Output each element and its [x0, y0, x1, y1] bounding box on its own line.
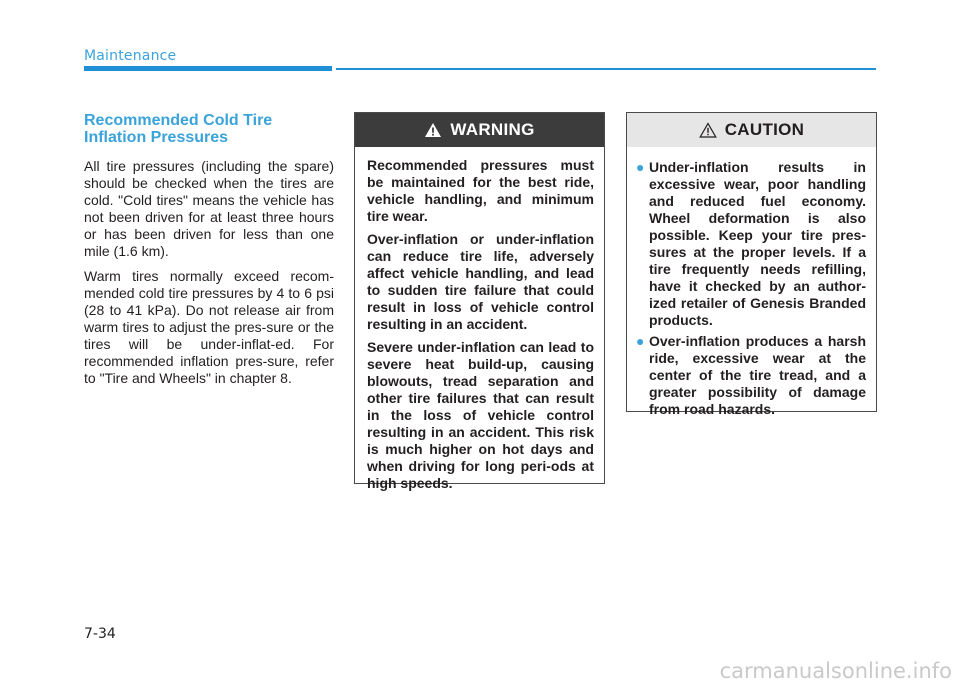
- warning-body: [355, 147, 604, 492]
- caution-triangle-icon: [699, 122, 717, 138]
- section-label: Maintenance: [84, 48, 177, 64]
- bullet-icon: ●: [636, 333, 645, 349]
- page-number: 7-34: [84, 626, 116, 642]
- caution-header: [627, 113, 876, 147]
- warning-paragraph: Over-inflation or under-inflation can reduce tire life, adversely affect vehicle handling, and lead to sudden tire failure that could result in loss of vehicle control resulting in an accident.: [367, 231, 594, 332]
- header-rule-thin: [336, 68, 876, 70]
- header-rule-thick: [84, 66, 332, 71]
- caution-item: [636, 159, 866, 329]
- warning-paragraph: Severe under-inflation can lead to severe heat build-up, causing blowouts, tread separation and other tire failures that can result in the loss of vehicle control resulting in an accident. This risk is much higher on hot days and when driving for long peri-ods at high speeds.: [367, 339, 594, 491]
- caution-item-text: Over-inflation produces a harsh ride, excessive wear at the center of the tire tread, and a greater possibility of damage from road hazards.: [649, 333, 866, 417]
- warning-header: [355, 113, 604, 147]
- caution-list: [636, 159, 866, 418]
- bullet-icon: ●: [636, 159, 645, 175]
- warning-box: [354, 112, 605, 491]
- body-paragraph: Warm tires normally exceed recom-mended cold tire pressures by 4 to 6 psi (28 to 41 kPa). Do not release air from warm tires to adjust the pres-sure or the tires will be under-inflat-ed. For recommended inflation pres-sure, refer to "Tire and Wheels" in chapter 8.: [84, 268, 334, 386]
- warning-paragraph: Recommended pressures must be maintained for the best ride, vehicle handling, and minimum tire wear.: [367, 157, 594, 224]
- caution-title: CAUTION: [724, 120, 805, 139]
- main-column: [84, 112, 334, 395]
- caution-box: [626, 112, 877, 417]
- caution-item-text: Under-inflation results in excessive wear, poor handling and reduced fuel economy. Wheel deformation is also possible. Keep your tire pres-sures at the proper levels. If a tire frequently needs refilling, have it checked by an author-ized retailer of Genesis Branded products.: [649, 159, 866, 328]
- warning-title: WARNING: [450, 120, 535, 139]
- caution-item: [636, 333, 866, 418]
- warning-triangle-icon: [424, 122, 442, 138]
- watermark: carmanualsonline.info: [719, 659, 952, 683]
- body-paragraph: All tire pressures (including the spare) should be checked when the tires are cold. "Cold tires" means the vehicle has not been driven for at least three hours or has been driven for less than one mile (1.6 km).: [84, 158, 334, 259]
- section-heading: Recommended Cold Tire Inflation Pressures: [84, 112, 273, 146]
- caution-body: [627, 147, 876, 418]
